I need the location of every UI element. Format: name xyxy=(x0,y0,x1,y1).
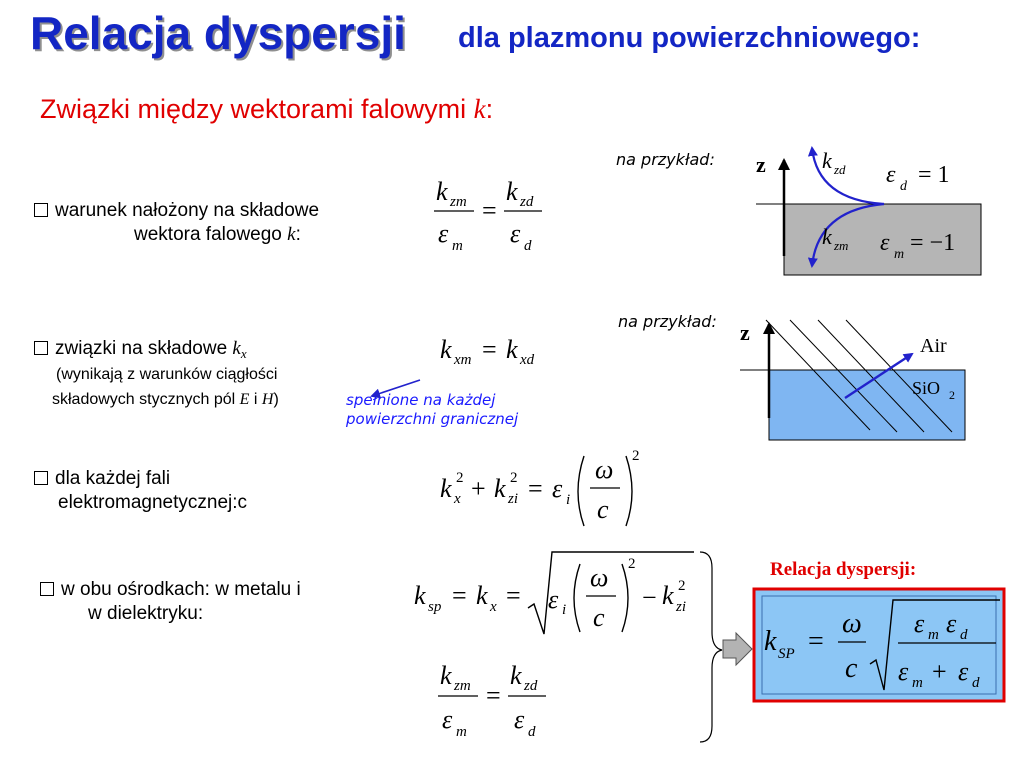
eq3-eq: = xyxy=(528,474,543,503)
page-title: Relacja dyspersji xyxy=(30,7,406,59)
diagram1-eps-m: ε xyxy=(880,230,890,256)
result-m1: m xyxy=(928,627,939,643)
diagram2-z: z xyxy=(740,320,750,345)
result-omega: ω xyxy=(842,608,862,639)
example-label-2: na przykład: xyxy=(618,312,717,331)
bullet-1-tail: : xyxy=(295,224,301,245)
eq1-k: k xyxy=(436,177,448,206)
section-heading-k: k xyxy=(473,94,486,124)
bullet-2-line2: (wynikają z warunków ciągłości xyxy=(56,366,278,383)
result-eps2: ε xyxy=(946,609,957,638)
eq1-eps: ε xyxy=(438,219,449,248)
eq4-k2: k xyxy=(476,581,488,610)
bullet-2-kx: k xyxy=(232,338,241,359)
eq5-eps2: ε xyxy=(514,705,525,734)
result-eq: = xyxy=(808,626,824,657)
eq1-m: m xyxy=(452,238,463,254)
eq3-eps: ε xyxy=(552,474,563,503)
bullet-2-H: H xyxy=(261,391,274,408)
eq4-zi: zi xyxy=(676,599,687,615)
diagram1-eps-d: ε xyxy=(886,162,896,188)
result-plus: + xyxy=(932,657,947,686)
diagram1-eps-m-val: = −1 xyxy=(910,230,956,256)
eq4-eq2: = xyxy=(506,581,521,610)
bullet-2-close: ) xyxy=(273,391,279,408)
eq1-zm: zm xyxy=(450,194,467,210)
eq5-k: k xyxy=(440,661,452,690)
eq2-k: k xyxy=(440,335,452,364)
eq1-zd: zd xyxy=(520,194,534,210)
diagram1-kzd: k xyxy=(822,148,832,173)
eq3-2c: 2 xyxy=(632,448,640,464)
bullet-1-line1: warunek nałożony na składowe xyxy=(55,200,320,221)
equation-2 xyxy=(372,335,535,396)
diagram1-eps-m-sub: m xyxy=(894,247,905,262)
eq4-i: i xyxy=(562,602,567,618)
section-heading-text: Związki między wektorami falowymi xyxy=(40,94,474,124)
diagram1-eps-d-sub: d xyxy=(900,179,907,194)
eq4-sp: sp xyxy=(428,599,442,615)
eq5-eps: ε xyxy=(442,705,453,734)
diagram2-sio: SiO xyxy=(912,378,941,398)
eq1-d: d xyxy=(524,238,532,254)
bullet-4-line1: w obu ośrodkach: w metalu i xyxy=(61,579,301,600)
bullet-2-kx-sub: x xyxy=(240,346,247,361)
eq2-eq: = xyxy=(482,335,497,364)
eq4-k: k xyxy=(414,581,426,610)
example-label-1: na przykład: xyxy=(616,150,715,169)
eq4-omega: ω xyxy=(590,563,609,592)
eq4-eps: ε xyxy=(548,585,559,614)
eq1-eps2: ε xyxy=(510,219,521,248)
equation-5 xyxy=(438,661,546,740)
blue-note-line1: spełnione na każdej xyxy=(346,391,496,409)
result-d2: d xyxy=(972,675,980,691)
bullet-2-line3: składowych stycznych pól xyxy=(52,391,240,408)
eq3-omega: ω xyxy=(595,455,614,484)
eq5-eq: = xyxy=(486,681,501,710)
result-eps1: ε xyxy=(914,609,925,638)
eq2-xd: xd xyxy=(520,352,535,368)
eq5-m: m xyxy=(456,724,467,740)
result-d1: d xyxy=(960,627,968,643)
eq3-k: k xyxy=(440,474,452,503)
curly-brace xyxy=(700,552,722,742)
bullet-4-line2: w dielektryku: xyxy=(88,603,204,624)
result-heading: Relacja dyspersji: xyxy=(770,559,917,580)
bullet-3-line1: dla każdej fali xyxy=(55,468,171,489)
bullet-3-line2: elektromagnetycznej:c xyxy=(58,492,248,513)
result-eps3: ε xyxy=(898,657,909,686)
eq3-plus: + xyxy=(471,474,486,503)
eq4-k3: k xyxy=(662,581,674,610)
eq1-eq: = xyxy=(482,196,497,225)
eq2-xm: xm xyxy=(454,352,472,368)
diagram1-eps-d-val: = 1 xyxy=(918,162,950,188)
diagram1-kzd-sub: zd xyxy=(834,162,846,177)
eq4-eq: = xyxy=(452,581,467,610)
section-heading-colon: : xyxy=(485,94,494,124)
result-arrow-icon xyxy=(723,633,752,665)
eq5-zd: zd xyxy=(524,678,538,694)
eq2-k2: k xyxy=(506,335,518,364)
diagram-metal-dielectric xyxy=(756,148,981,275)
diagram2-sio-sub: 2 xyxy=(949,388,955,402)
eq5-k2: k xyxy=(510,661,522,690)
equation-1 xyxy=(434,177,542,254)
result-eps4: ε xyxy=(958,657,969,686)
bullet-1-k: k xyxy=(287,224,296,245)
bullet-2-line1: związki na składowe xyxy=(55,338,233,359)
bullet-2-i: i xyxy=(249,391,262,408)
eq4-minus: − xyxy=(642,583,657,612)
eq3-x: x xyxy=(454,491,461,507)
eq1-k2: k xyxy=(506,177,518,206)
diagram1-kzm-sub: zm xyxy=(834,238,849,253)
eq5-d: d xyxy=(528,724,536,740)
result-k: k xyxy=(764,626,777,657)
diagram1-z: z xyxy=(756,152,766,177)
bullet-1-line2: wektora falowego xyxy=(134,224,288,245)
eq3-zi: zi xyxy=(508,491,519,507)
result-m2: m xyxy=(912,675,923,691)
eq4-x: x xyxy=(490,599,497,615)
result-c: c xyxy=(845,653,858,684)
eq3-k2: k xyxy=(494,474,506,503)
eq5-zm: zm xyxy=(454,678,471,694)
diagram1-kzm: k xyxy=(822,224,832,249)
diagram-air-sio2 xyxy=(740,320,965,440)
equation-4 xyxy=(414,552,694,634)
result-SP: SP xyxy=(778,646,795,662)
eq3-2b: 2 xyxy=(510,470,518,486)
eq4-2b: 2 xyxy=(678,578,686,594)
diagram2-air: Air xyxy=(920,335,947,357)
eq3-c: c xyxy=(597,495,609,524)
eq4-c: c xyxy=(593,603,605,632)
page-subtitle: dla plazmonu powierzchniowego: xyxy=(458,22,921,54)
equation-3 xyxy=(440,448,640,526)
eq3-i: i xyxy=(566,492,571,508)
result-panel xyxy=(754,559,1004,701)
eq4-2: 2 xyxy=(628,556,636,572)
blue-note-line2: powierzchni granicznej xyxy=(346,410,519,428)
eq3-2: 2 xyxy=(456,470,464,486)
bullet-2-E: E xyxy=(239,391,250,408)
